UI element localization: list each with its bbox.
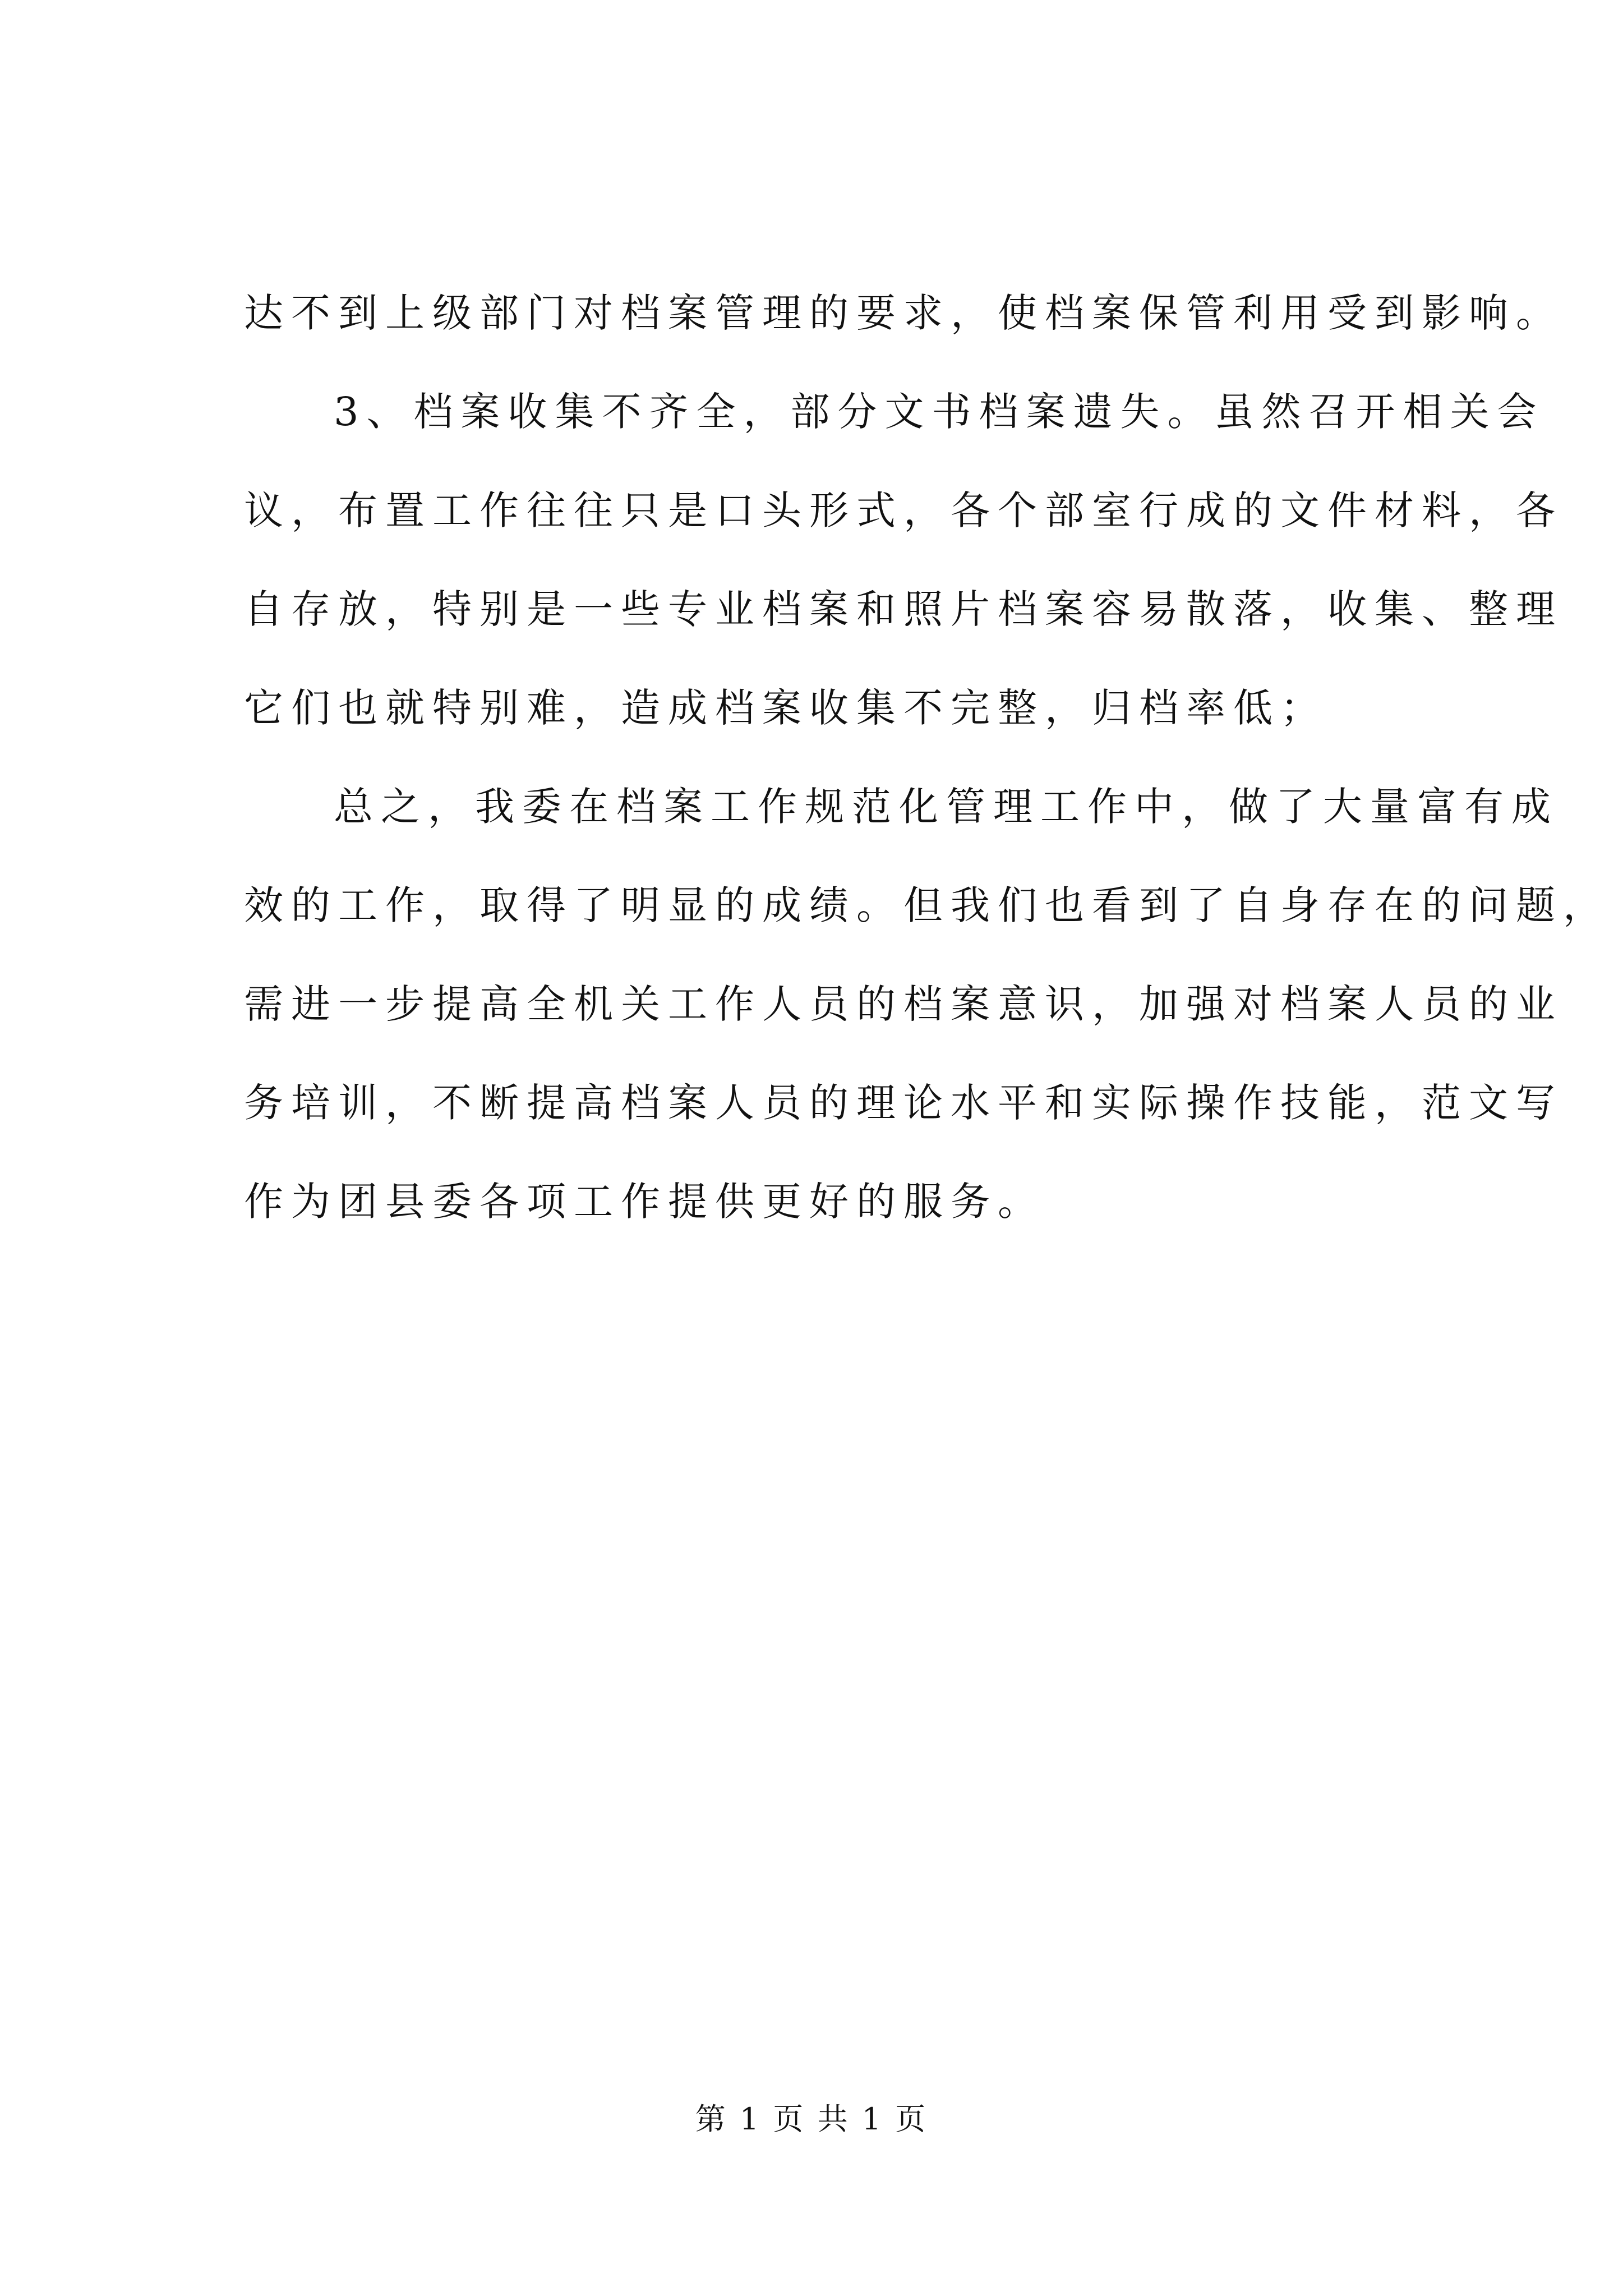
text-line: 达不到上级部门对档案管理的要求，使档案保管利用受到影响。 — [244, 290, 1563, 336]
document-body — [244, 264, 1610, 1251]
page-number-footer: 第 1 页 共 1 页 — [695, 2101, 928, 2137]
text-line: 需进一步提高全机关工作人员的档案意识，加强对档案人员的业 — [244, 981, 1563, 1027]
text-line: 议，布置工作往往只是口头形式，各个部室行成的文件材料，各 — [244, 487, 1563, 533]
text-line: 作为团县委各项工作提供更好的服务。 — [244, 1179, 1045, 1225]
text-line: 效的工作，取得了明显的成绩。但我们也看到了自身存在的问题， — [244, 882, 1610, 928]
text-line: 总之，我委在档案工作规范化管理工作中，做了大量富有成 — [334, 784, 1559, 830]
text-line: 它们也就特别难，造成档案收集不完整，归档率低； — [244, 685, 1327, 731]
text-line: 自存放，特别是一些专业档案和照片档案容易散落，收集、整理 — [244, 586, 1563, 632]
text-line: 务培训，不断提高档案人员的理论水平和实际操作技能，范文写 — [244, 1080, 1563, 1126]
text-line: 3、档案收集不齐全，部分文书档案遗失。虽然召开相关会 — [334, 389, 1544, 435]
